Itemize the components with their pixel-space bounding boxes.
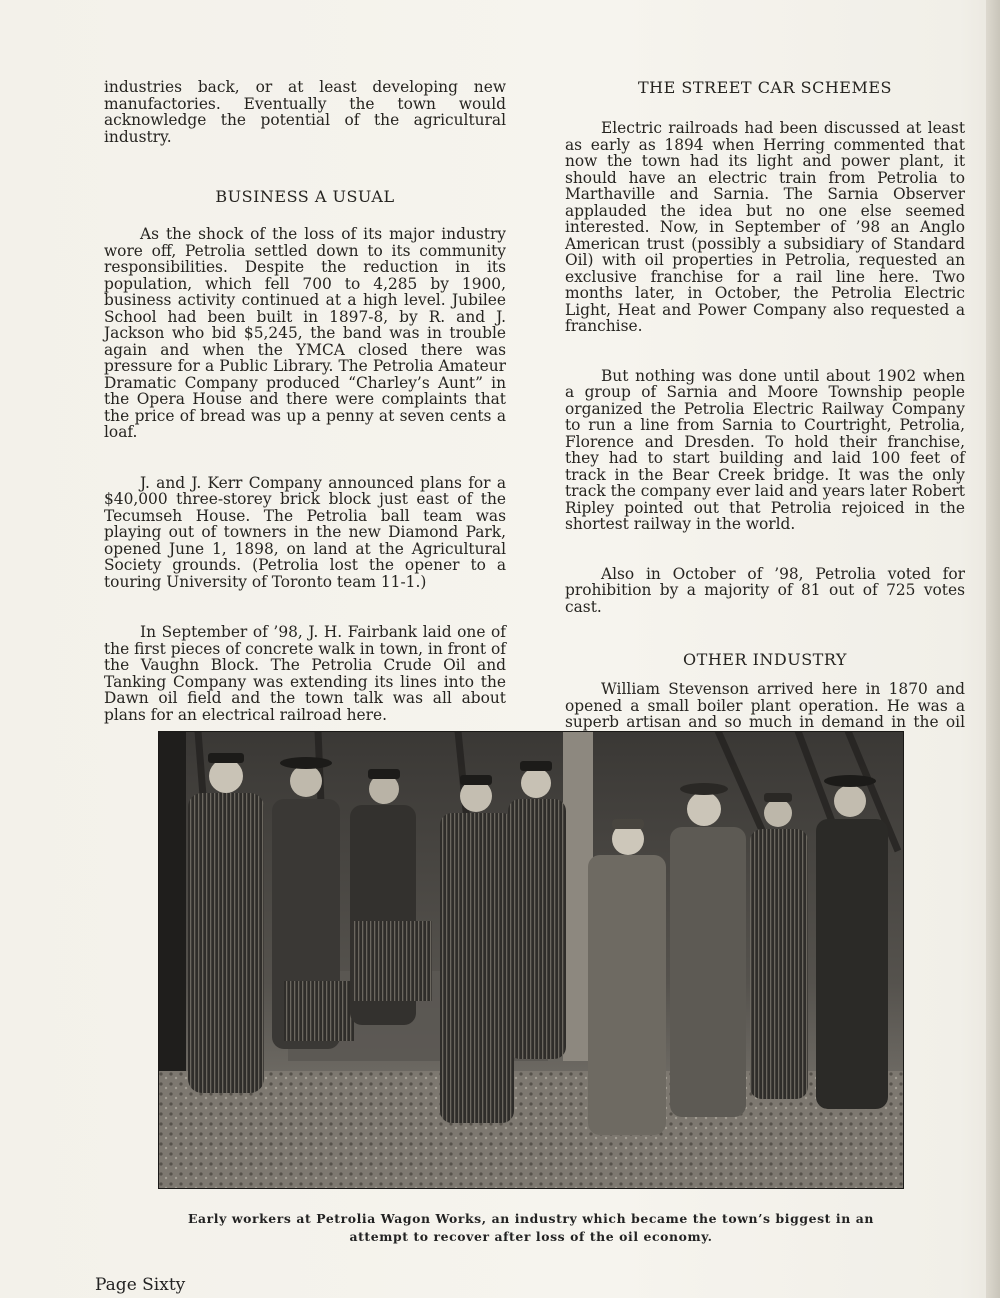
paragraph-business-3: In September of ’98, J. H. Fairbank laid one of the first pieces of concrete walk in town, in front of the Vaughn Block. The Petrolia Crude Oil and Tanking Company was extending its lines into the Dawn oil field and the town talk was all about plans for an electrical railroad here. [104,623,506,724]
paragraph-business-1: As the shock of the loss of its major industry wore off, Petrolia settled down to its community responsibilities. Despite the reduction in its population, which fell 700 to 4,285 by 1900, business activity continued at a high level. Jubilee School had been built in 1897-8, by R. and J. Jackson who bid $5,245, the band was in trouble again and when the YMCA closed there was pressure for a Public Library. The Petrolia Amateur Dramatic Company produced “Charley’s Aunt” in the Opera House and there were complaints that the price of bread was up a penny at seven cents a loaf. [104,225,506,441]
paragraph-other-1: William Stevenson arrived here in 1870 and opened a small boiler plant operation. He was a superb artisan and so much in demand in the oil [565,680,965,731]
paragraph-business-2: J. and J. Kerr Company announced plans for a $40,000 three-storey brick block just east of the Tecumseh House. The Petrolia ball team was playing out of towners in the new Diamond Park, opened June 1, 1898, on land at the Agricultural Society grounds. (Petrolia lost the opener to a touring University of Toronto team 11-1.) [104,473,506,591]
paragraph-streetcar-3: Also in October of ’98, Petrolia voted for prohibition by a majority of 81 out of 725 votes cast. [565,564,965,616]
paragraph-intro: industries back, or at least developing new manufactories. Eventually the town would acknowledge the potential of the agricultural industry. [104,78,506,146]
paragraph-streetcar-2: But nothing was done until about 1902 when a group of Sarnia and Moore Township people organized the Petrolia Electric Railway Company to run a line from Sarnia to Courtright, Petrolia, Florence and Dresden. To hold their franchise, they had to start building and laid 100 feet of track in the Bear Creek bridge. It was the only track the company ever laid and years later Robert Ripley pointed out that Petrolia rejoiced in the shortest railway in the world. [565,366,965,533]
historical-photo-workers [158,731,904,1189]
page-number: Page Sixty [95,1275,186,1295]
caption-line-2: attempt to recover after loss of the oil economy. [349,1229,713,1244]
photo-illustration [158,731,904,1189]
page-edge-shadow [986,0,1000,1298]
heading-business-as-usual: BUSINESS A USUAL [215,187,395,206]
caption-line-1: Early workers at Petrolia Wagon Works, an industry which became the town’s biggest in an [188,1211,874,1226]
heading-other-industry: OTHER INDUSTRY [683,650,847,669]
heading-street-car-schemes: THE STREET CAR SCHEMES [638,78,892,97]
paragraph-streetcar-1: Electric railroads had been discussed at least as early as 1894 when Herring commented that now the town had its light and power plant, it should have an electric train from Petrolia to Marthaville and Sarnia. The Sarnia Observer applauded the idea but no one else seemed interested. Now, in September of ’98 an Anglo American trust (possibly a subsidiary of Standard Oil) with oil properties in Petrolia, requested an exclusive franchise for a rail line here. Two months later, in October, the Petrolia Electric Light, Heat and Power Company also requested a franchise. [565,119,965,335]
right-column [565,79,965,747]
left-column [104,79,506,723]
photo-caption [158,1210,904,1246]
